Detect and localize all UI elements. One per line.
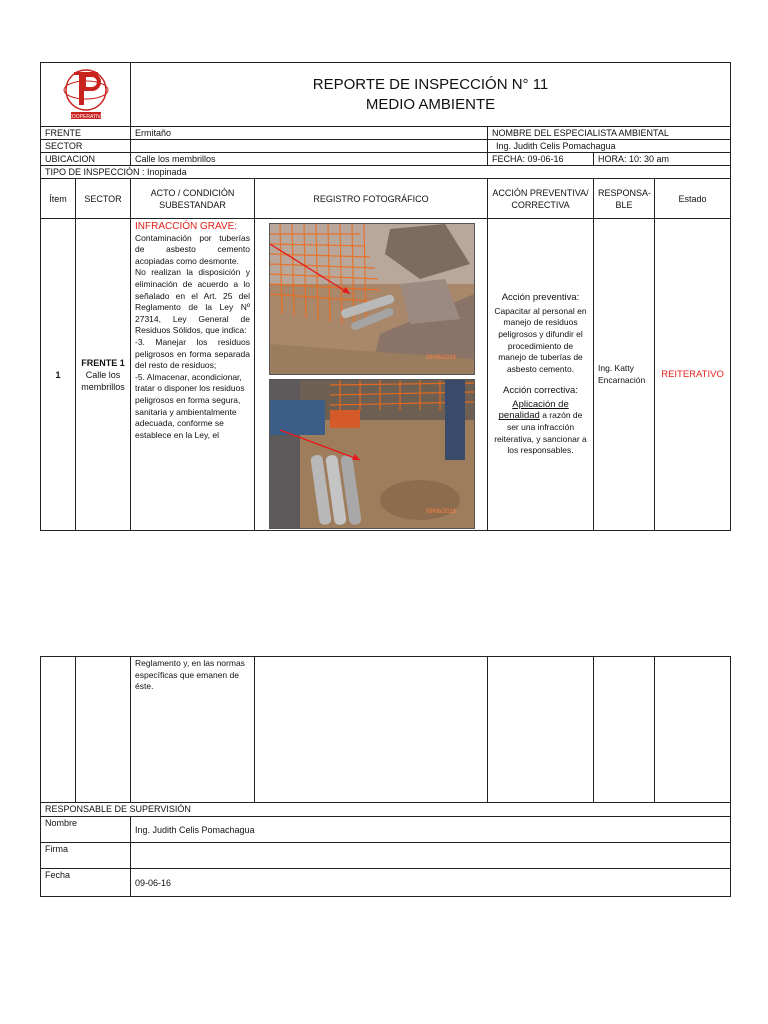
frente-label: FRENTE	[41, 127, 131, 140]
cont-estado	[655, 657, 731, 803]
firma-label: Firma	[41, 843, 131, 869]
sector-value	[131, 140, 488, 153]
cont-responsable	[594, 657, 655, 803]
cont-acto: Reglamento y, en las normas específicas que emanen de éste.	[131, 657, 255, 803]
correctiva-title: Acción correctiva:	[503, 385, 578, 397]
inspection-photo-1	[269, 223, 475, 375]
supervision-title: RESPONSABLE DE SUPERVISIÓN	[41, 803, 731, 817]
row-estado: REITERATIVO	[655, 219, 731, 531]
col-registro: REGISTRO FOTOGRÁFICO	[255, 179, 488, 219]
table-row	[41, 219, 731, 531]
acto-paragraph-3: -3. Manejar los residuos peligrosos en forma separada del resto de residuos;	[135, 336, 250, 371]
acto-paragraph-2: No realizan la disposición y eliminación de acuerdo a lo señalado en el Art. 25 del Reglamento de la Ley Nº 27314, Ley General de Residuos Sólidos, que indica:	[135, 267, 250, 336]
col-sector: SECTOR	[76, 179, 131, 219]
col-responsable: RESPONSA-BLE	[594, 179, 655, 219]
report-title-line1: REPORTE DE INSPECCIÓN N° 11	[312, 75, 549, 93]
row-responsable: Ing. Katty Encarnación	[594, 219, 655, 531]
ubicacion-label: UBICACION	[41, 153, 131, 166]
row-sector	[76, 219, 131, 531]
correctiva-detail: a razón de ser una infracción reiterativa, y sancionar a los responsables.	[494, 410, 587, 456]
hora-label: HORA:	[598, 154, 627, 164]
acto-paragraph-4: -5. Almacenar, acondicionar, tratar o disponer los residuos peligrosos en forma segura, sanitaria y ambientalmente adecuada, conforme se establece en la Ley, el	[135, 371, 245, 440]
preventiva-title: Acción preventiva:	[501, 292, 580, 304]
tipo-label: TIPO DE INSPECCIÓN :	[45, 167, 145, 177]
col-acto: ACTO / CONDICIÓN SUBESTANDAR	[131, 179, 255, 219]
firma-value	[131, 843, 731, 869]
nombre-value: Ing. Judith Celis Pomachagua	[131, 817, 731, 843]
report-title-line2: MEDIO AMBIENTE	[365, 95, 496, 113]
especialista-label: NOMBRE DEL ESPECIALISTA AMBIENTAL	[488, 127, 731, 140]
hora-cell	[594, 153, 731, 166]
cont-sector	[76, 657, 131, 803]
photo-timestamp-1: 09/06/2016	[425, 355, 456, 361]
inspection-table	[40, 62, 731, 531]
inspection-photo-2	[269, 379, 475, 529]
penalidad-text: Aplicación de penalidad	[498, 398, 569, 422]
fecha-cell	[488, 153, 594, 166]
continuation-table	[40, 656, 731, 897]
row-registro	[255, 219, 488, 531]
tipo-inspeccion	[41, 166, 731, 179]
logo-cell	[41, 63, 131, 127]
especialista-value	[488, 140, 731, 153]
ubicacion-value: Calle los membrillos	[131, 153, 488, 166]
fecha-label: FECHA:	[492, 154, 526, 164]
fecha-value: 09-06-16	[527, 154, 564, 164]
hora-value: 10: 30 am	[629, 154, 670, 164]
svg-text:COOPERATIVA: COOPERATIVA	[68, 114, 104, 120]
tipo-value: Inopinada	[147, 167, 187, 177]
photo-timestamp-2: 09/06/2016	[425, 509, 456, 515]
row-sector-title: FRENTE 1	[81, 357, 125, 368]
cont-registro	[255, 657, 488, 803]
cont-accion	[488, 657, 594, 803]
col-item: Ítem	[41, 179, 76, 219]
row-acto	[131, 219, 255, 531]
table-row	[41, 657, 731, 803]
infraccion-label: INFRACCIÓN GRAVE:	[135, 221, 238, 232]
preventiva-text: Capacitar al personal en manejo de residuos peligrosos y difundir el procedimiento de manejo de tuberías de asbesto cemento.	[494, 305, 587, 374]
cont-item	[41, 657, 76, 803]
especialista-name: Ing. Judith Celis Pomachagua	[496, 141, 616, 151]
acto-paragraph-1: Contaminación por tuberías de asbesto cemento acopiadas como desmonte.	[135, 232, 250, 266]
col-estado: Estado	[655, 179, 731, 219]
row-item: 1	[41, 219, 76, 531]
col-accion: ACCIÓN PREVENTIVA/ CORRECTIVA	[488, 179, 594, 219]
fecha-value-sup: 09-06-16	[131, 869, 731, 897]
fecha-label-sup: Fecha	[41, 869, 131, 897]
company-logo-icon	[41, 63, 130, 123]
sector-label: SECTOR	[41, 140, 131, 153]
row-sector-sub: Calle los membrillos	[81, 369, 125, 392]
row-accion	[488, 219, 594, 531]
nombre-label: Nombre	[41, 817, 131, 843]
correctiva-text	[493, 399, 588, 457]
report-title	[131, 63, 731, 127]
frente-value: Ermitaño	[131, 127, 488, 140]
